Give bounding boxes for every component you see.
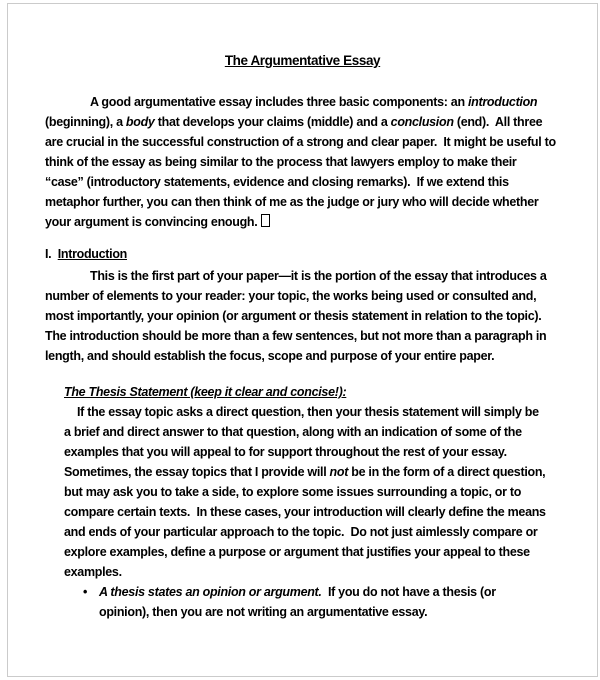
text-segment: (beginning), a <box>45 115 126 129</box>
section-heading-introduction <box>8 244 597 264</box>
thesis-subheading <box>8 382 597 402</box>
document-page <box>7 3 598 677</box>
text-segment: introduction <box>467 95 538 109</box>
text-segment: The Thesis Statement (keep it clear and concise!): <box>64 385 347 399</box>
introduction-paragraph <box>8 266 597 366</box>
text-segment: conclusion <box>390 115 454 129</box>
text-segment: length, and should establish the focus, scope and purpose of your entire paper. <box>45 349 495 363</box>
thesis-paragraph <box>8 402 597 582</box>
thesis-bullet-line <box>45 582 597 602</box>
text-segment: A good argumentative essay includes three basic components: an <box>90 95 468 109</box>
introduction-paragraph-line <box>45 326 597 346</box>
thesis-paragraph-line <box>64 522 597 542</box>
text-segment: This is the first part of your paper—it is the portion of the essay that introduces a <box>90 269 547 283</box>
thesis-paragraph-line <box>64 402 597 422</box>
text-segment: but may ask you to take a side, to explore some issues surrounding a topic, or to <box>64 485 522 499</box>
opening-paragraph-line <box>45 132 597 152</box>
opening-paragraph-line <box>45 212 597 232</box>
text-segment: Introduction <box>57 247 128 261</box>
text-segment: explore examples, define a purpose or argument that justifies your appeal to these <box>64 545 530 559</box>
introduction-paragraph-line <box>45 266 597 286</box>
text-segment: If you do not have a thesis (or <box>321 585 496 599</box>
text-segment: metaphor further, you can then think of me as the judge or jury who will decide whether <box>45 195 539 209</box>
text-segment: Sometimes, the essay topics that I provide will <box>64 465 330 479</box>
section-heading-introduction-line <box>45 244 597 264</box>
text-segment: A thesis states an opinion or argument. <box>99 585 322 599</box>
thesis-paragraph-line <box>64 422 597 442</box>
text-segment: compare certain texts. In these cases, your introduction will clearly define the means <box>64 505 546 519</box>
thesis-paragraph-line <box>64 442 597 462</box>
opening-paragraph-line <box>45 112 597 132</box>
text-segment: The Argumentative Essay <box>224 53 381 68</box>
opening-paragraph-line <box>45 92 597 112</box>
thesis-paragraph-line <box>64 482 597 502</box>
text-segment: and ends of your particular approach to the topic. Do not just aimlessly compare or <box>64 525 538 539</box>
text-segment: your argument is convincing enough. <box>45 215 261 229</box>
text-segment: body <box>125 115 155 129</box>
opening-paragraph-line <box>45 192 597 212</box>
introduction-paragraph-line <box>45 346 597 366</box>
text-segment: (end). All three <box>453 115 543 129</box>
thesis-subheading-line <box>64 382 597 402</box>
thesis-paragraph-line <box>64 502 597 522</box>
opening-paragraph-line <box>45 172 597 192</box>
essay-title <box>8 51 597 71</box>
missing-glyph-box-icon <box>261 214 270 227</box>
text-segment: most importantly, your opinion (or argument or thesis statement in relation to the topic). <box>45 309 542 323</box>
thesis-bullet <box>8 582 597 622</box>
text-segment: If the essay topic asks a direct question, then your thesis statement will simply be <box>77 405 539 419</box>
text-segment: think of the essay as being similar to the process that lawyers employ to make their <box>45 155 517 169</box>
thesis-paragraph-line <box>64 562 597 582</box>
document-body <box>8 4 597 622</box>
thesis-paragraph-line <box>64 542 597 562</box>
thesis-paragraph-line <box>64 462 597 482</box>
text-segment: opinion), then you are not writing an argumentative essay. <box>99 605 428 619</box>
text-segment: The introduction should be more than a few sentences, but not more than a paragraph in <box>45 329 547 343</box>
opening-paragraph <box>8 92 597 232</box>
text-segment: “case” (introductory statements, evidence and closing remarks). If we extend this <box>45 175 509 189</box>
text-segment: that develops your claims (middle) and a <box>154 115 391 129</box>
bullet-icon: • <box>83 585 88 599</box>
text-segment: I. <box>45 247 58 261</box>
text-segment: examples. <box>64 565 122 579</box>
text-segment: a brief and direct answer to that question, along with an indication of some of the <box>64 425 522 439</box>
thesis-bullet-line <box>45 602 597 622</box>
introduction-paragraph-line <box>45 306 597 326</box>
text-segment: be in the form of a direct question, <box>348 465 546 479</box>
essay-title-line <box>8 51 597 71</box>
text-segment: examples that you will appeal to for support throughout the rest of your essay. <box>64 445 507 459</box>
text-segment: number of elements to your reader: your topic, the works being used or consulted and, <box>45 289 537 303</box>
text-segment: not <box>329 465 349 479</box>
introduction-paragraph-line <box>45 286 597 306</box>
text-segment: are crucial in the successful construction of a strong and clear paper. It might be useful to <box>45 135 556 149</box>
opening-paragraph-line <box>45 152 597 172</box>
